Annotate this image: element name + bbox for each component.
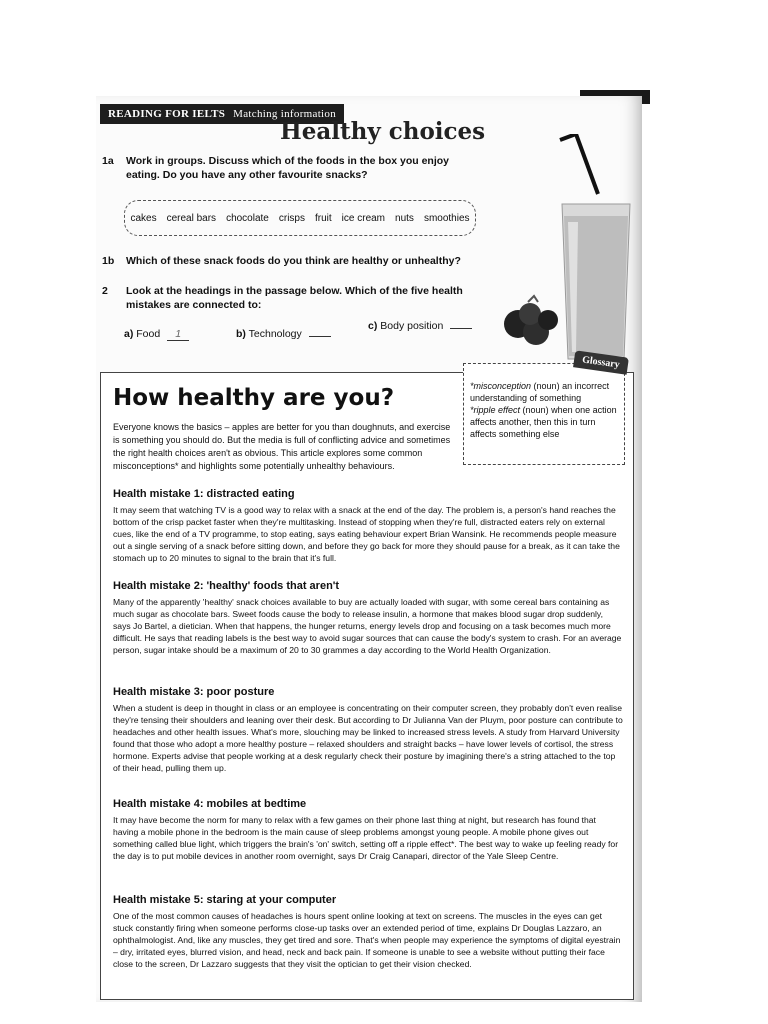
- section-heading: Health mistake 4: mobiles at bedtime: [113, 798, 307, 810]
- question-number: 1a: [102, 155, 114, 167]
- question-number: 1b: [102, 255, 115, 267]
- option-text: Technology: [248, 328, 302, 340]
- section-body: Many of the apparently 'healthy' snack choices available to buy are actually loaded with sugar, with some cereal bars containing as much sugar as chocolate bars. Sweet foods cause the body to release insulin, a hormone that makes blood sugar drop suddenly, says Jo Bartel, a dietician. When that happens, the hunger returns, energy levels drop and focusing on a task becomes much more difficult. He says that reading labels is the best way to avoid sugar sources that can cause the body's system to crash. For an average person, sugar intake should be a maximum of 20 to 30 grammes a day according to the World Health Organization.: [113, 597, 622, 655]
- question-number: 2: [102, 285, 108, 297]
- glossary-entries: [470, 380, 622, 440]
- answer-blank[interactable]: [450, 328, 472, 329]
- option-label: a): [124, 328, 134, 340]
- article-section: [113, 487, 623, 564]
- glossary-entry: [470, 380, 622, 404]
- section-heading: Health mistake 3: poor posture: [113, 686, 275, 698]
- option-technology: [236, 328, 331, 340]
- food-item: cakes: [130, 212, 157, 224]
- option-body-position: [368, 320, 472, 332]
- section-heading: Health mistake 1: distracted eating: [113, 488, 295, 500]
- section-body: It may seem that watching TV is a good way to relax with a snack at the end of the day. The problem is, a person's hand reaches the bottom of the crisp packet faster when they're multitasking. Instead of stopping when they're full, distracted eaters rely on external cues, like the end of a TV programme, to stop eating, says eating behaviour expert Brian Wansink. He recommends people measure out a single serving of a snack before sitting down, and before they go back for more they should pause for a break, as it can take the stomach up to 20 minutes to signal to the brain that it's full.: [113, 505, 620, 563]
- question-1b: [102, 254, 472, 270]
- glossary-box: [463, 354, 625, 465]
- food-item: ice cream: [341, 212, 386, 224]
- food-item: smoothies: [423, 212, 470, 224]
- question-1a: [102, 154, 472, 184]
- section-body: It may have become the norm for many to relax with a few games on their phone last thing at night, but research has found that having a mobile phone in the bedroom is the main cause of sleep problems amongst young people. A mobile phone gives out something called blue light, which triggers the brain's 'on' switch, setting off a ripple effect*. The best way to wake up feeling ready for the day is to put mobile devices in another room overnight, says Dr Craig Canapari, director of the Yale Sleep Centre.: [113, 815, 619, 861]
- question-2: [102, 284, 472, 314]
- question-text: Which of these snack foods do you think are healthy or unhealthy?: [126, 255, 461, 267]
- answer-blank[interactable]: [309, 336, 331, 337]
- smoothie-glass-image: [554, 134, 634, 364]
- food-item: nuts: [395, 212, 414, 224]
- glossary-definition: (noun) when one action affects another, then this in turn affects something else: [470, 405, 617, 439]
- section-heading: Health mistake 5: staring at your computer: [113, 894, 337, 906]
- series-label: READING FOR IELTS: [108, 108, 226, 120]
- glossary-definition: (noun) an incorrect understanding of something: [470, 381, 610, 403]
- answer-blank[interactable]: 1: [167, 328, 189, 341]
- question-text: Look at the headings in the passage below. Which of the five health mistakes are connected to:: [126, 285, 463, 311]
- berries-image: [500, 294, 562, 354]
- article-section: [113, 579, 623, 656]
- section-body: One of the most common causes of headaches is hours spent online looking at text on screens. The muscles in the eyes can get stuck constantly firing when someone performs close-up tasks over an extended period of time, explains Dr Douglas Lazzaro, an ophthalmologist. And, like any muscles, they get tired and sore. That's when people may experience the symptoms of digital eyestrain – dry, irritated eyes, blurred vision, and head, neck and back pain. If someone is unable to see a website without putting their face close to the screen, Dr Lazzaro suggests that they visit the optician to get their vision checked.: [113, 911, 621, 969]
- glossary-entry: [470, 404, 622, 440]
- option-label: b): [236, 328, 246, 340]
- article-intro: Everyone knows the basics – apples are better for you than doughnuts, and exercise is something you should do. But the media is full of conflicting advice and sometimes the right health choices aren't as obvious. This article explores some common misconceptions* and highlights some potentially unhealthy behaviours.: [113, 422, 451, 471]
- article-panel: [100, 354, 634, 1000]
- textbook-page: [96, 96, 642, 1002]
- question-text: Work in groups. Discuss which of the foods in the box you enjoy eating. Do you have any other favourite snacks?: [126, 155, 449, 181]
- section-heading: Health mistake 2: 'healthy' foods that aren't: [113, 580, 340, 592]
- glossary-term: *ripple effect: [470, 405, 521, 415]
- article-title: How healthy are you?: [113, 385, 395, 411]
- food-item: chocolate: [226, 212, 269, 224]
- article-section: [113, 797, 623, 862]
- article-section: [113, 685, 623, 774]
- food-box: [124, 200, 476, 236]
- section-label: Matching information: [233, 108, 337, 120]
- glossary-tab: Glossary: [573, 350, 629, 374]
- section-body: When a student is deep in thought in class or an employee is concentrating on their computer screen, they probably don't even realise they're tensing their shoulders and leaning over their desk. But according to Dr Julianna Van der Pluym, poor posture can contribute to headaches and other health issues. What's more, slouching may be linked to increased stress levels. A study from Harvard University found that those who adopt a more healthy posture – relaxed shoulders and straight backs – have lower levels of cortisol, the stress hormone. Experts advise that people working at a desk regularly check their posture by imagining there's a string attached to the top of their head, pulling them up.: [113, 703, 623, 773]
- glossary-term: *misconception: [470, 381, 532, 391]
- option-text: Body position: [380, 320, 444, 332]
- food-item: cereal bars: [166, 212, 217, 224]
- food-item: fruit: [315, 212, 332, 224]
- option-text: Food: [136, 328, 161, 340]
- article-section: [113, 893, 623, 970]
- food-item: crisps: [278, 212, 305, 224]
- option-label: c): [368, 320, 378, 332]
- page-title: Healthy choices: [280, 118, 486, 145]
- option-food: [124, 328, 189, 341]
